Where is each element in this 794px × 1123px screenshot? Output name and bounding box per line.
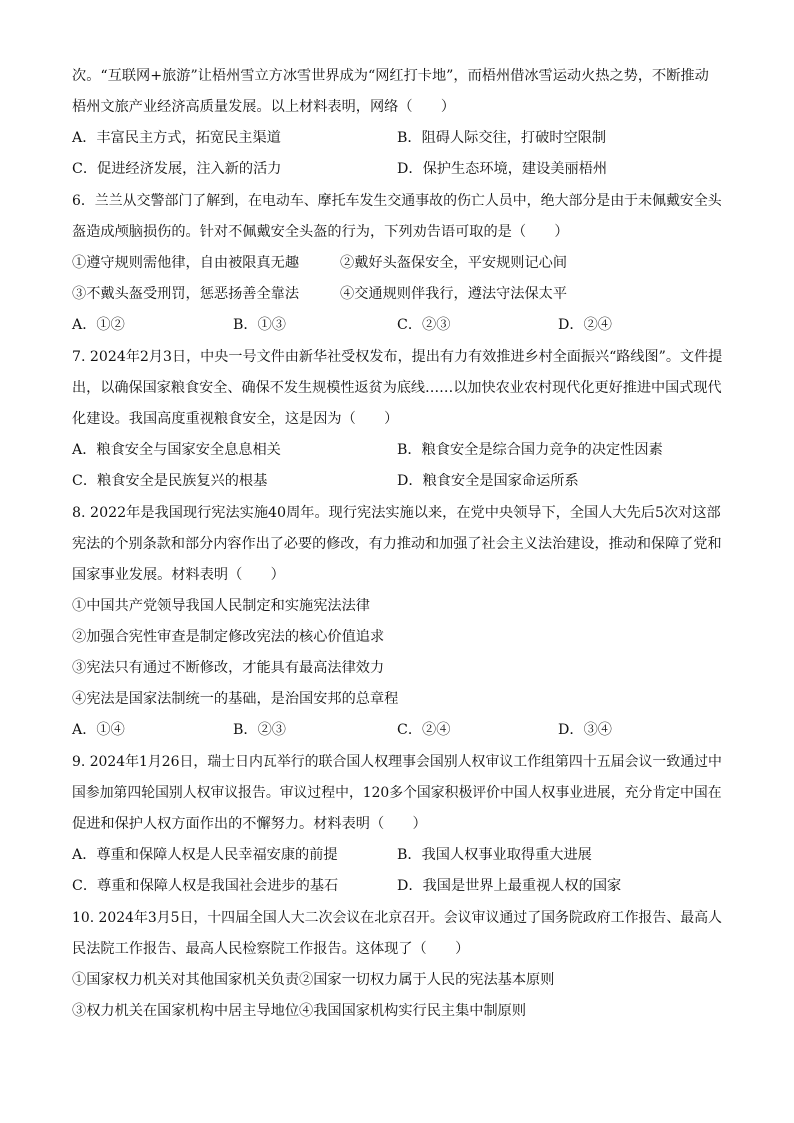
q7-option-c: C．粮食安全是民族复兴的根基 bbox=[72, 473, 268, 489]
q9-option-b: B．我国人权事业取得重大进展 bbox=[397, 847, 592, 863]
q8-statement-2: ②加强合宪性审查是制定修改宪法的核心价值追求 bbox=[72, 629, 385, 645]
q6-stem-line-1: 6．兰兰从交警部门了解到，在电动车、摩托车发生交通事故的伤亡人员中，绝大部分是由于未佩戴安全头 bbox=[72, 193, 722, 209]
q8-statement-1: ①中国共产党领导我国人民制定和实施宪法法律 bbox=[72, 598, 370, 614]
q9-option-c: C．尊重和保障人权是我国社会进步的基石 bbox=[72, 878, 339, 894]
q7-stem-line-2: 出，以确保国家粮食安全、确保不发生规模性返贫为底线……以加快农业农村现代化更好推进中国式现代 bbox=[72, 380, 722, 396]
q9-stem-line-1: 9. 2024年1月26日，瑞士日内瓦举行的联合国人权理事会国别人权审议工作组第四十五届会议一致通过中 bbox=[72, 754, 722, 770]
q8-option-a: A．①④ bbox=[72, 722, 125, 738]
q6-option-b: B．①③ bbox=[233, 317, 286, 333]
q5-option-a: A．丰富民主方式，拓宽民主渠道 bbox=[72, 130, 281, 146]
q8-option-b: B．②③ bbox=[233, 722, 286, 738]
q10-stem-line-1: 10. 2024年3月5日，十四届全国人大二次会议在北京召开。会议审议通过了国务院政府工作报告、最高人 bbox=[72, 910, 722, 926]
q9-stem-line-2: 国参加第四轮国别人权审议报告。审议过程中，120多个国家积极评价中国人权事业进展，充分肯定中国在 bbox=[72, 785, 722, 801]
q10-statements-line-2: ③权力机关在国家机构中居主导地位④我国国家机构实行民主集中制原则 bbox=[72, 1003, 527, 1019]
q5-option-c: C．促进经济发展，注入新的活力 bbox=[72, 161, 282, 177]
q8-stem-line-2: 宪法的个别条款和部分内容作出了必要的修改，有力推动和加强了社会主义法治建设，推动和保障了党和 bbox=[72, 536, 722, 552]
q7-option-b: B．粮食安全是综合国力竞争的决定性因素 bbox=[397, 442, 663, 458]
q8-statement-4: ④宪法是国家法制统一的基础，是治国安邦的总章程 bbox=[72, 691, 399, 707]
q9-option-a: A．尊重和保障人权是人民幸福安康的前提 bbox=[72, 847, 338, 863]
q9-option-d: D．我国是世界上最重视人权的国家 bbox=[397, 878, 622, 894]
q8-stem-line-1: 8. 2022年是我国现行宪法实施40周年。现行宪法实施以来，在党中央领导下，全国人大先后5次对这部 bbox=[72, 505, 721, 521]
q5-stem-line-1: 次。“互联网+旅游”让梧州雪立方冰雪世界成为“网红打卡地”，而梧州借冰雪运动火热之势，不断推动 bbox=[72, 68, 709, 84]
q9-stem-line-3: 促进和保护人权方面作出的不懈努力。材料表明（ ） bbox=[72, 816, 427, 832]
q5-stem-line-2: 梧州文旅产业经济高质量发展。以上材料表明，网络（ ） bbox=[72, 99, 456, 115]
q8-statement-3: ③宪法只有通过不断修改，才能具有最高法律效力 bbox=[72, 660, 385, 676]
q6-option-a: A．①② bbox=[72, 317, 125, 333]
q7-stem-line-1: 7. 2024年2月3日，中央一号文件由新华社受权发布，提出有力有效推进乡村全面振兴“路线图”。文件提 bbox=[72, 349, 723, 365]
q8-stem-line-3: 国家事业发展。材料表明（ ） bbox=[72, 567, 285, 583]
q6-statement-3: ③不戴头盔受刑罚，惩恶扬善全靠法 bbox=[72, 286, 300, 302]
q6-option-c: C．②③ bbox=[397, 317, 451, 333]
q8-option-d: D．③④ bbox=[558, 722, 612, 738]
q6-stem-line-2: 盔造成颅脑损伤的。针对不佩戴安全头盔的行为，下列劝告语可取的是（ ） bbox=[72, 224, 569, 240]
q10-stem-line-2: 民法院工作报告、最高人民检察院工作报告。这体现了（ ） bbox=[72, 941, 470, 957]
q6-option-d: D．②④ bbox=[558, 317, 612, 333]
q5-option-d: D．保护生态环境，建设美丽梧州 bbox=[397, 161, 608, 177]
q7-stem-line-3: 化建设。我国高度重视粮食安全，这是因为（ ） bbox=[72, 411, 399, 427]
q6-statement-4: ④交通规则伴我行，遵法守法保太平 bbox=[340, 286, 568, 302]
q6-statement-1: ①遵守规则需他律，自由被限真无趣 bbox=[72, 255, 300, 271]
q8-option-c: C．②④ bbox=[397, 722, 451, 738]
q6-statement-2: ②戴好头盔保安全，平安规则记心间 bbox=[340, 255, 568, 271]
q7-option-a: A．粮食安全与国家安全息息相关 bbox=[72, 442, 281, 458]
q7-option-d: D．粮食安全是国家命运所系 bbox=[397, 473, 579, 489]
q10-statements-line-1: ①国家权力机关对其他国家机关负责②国家一切权力属于人民的宪法基本原则 bbox=[72, 972, 555, 988]
q5-option-b: B．阻碍人际交往，打破时空限制 bbox=[397, 130, 607, 146]
